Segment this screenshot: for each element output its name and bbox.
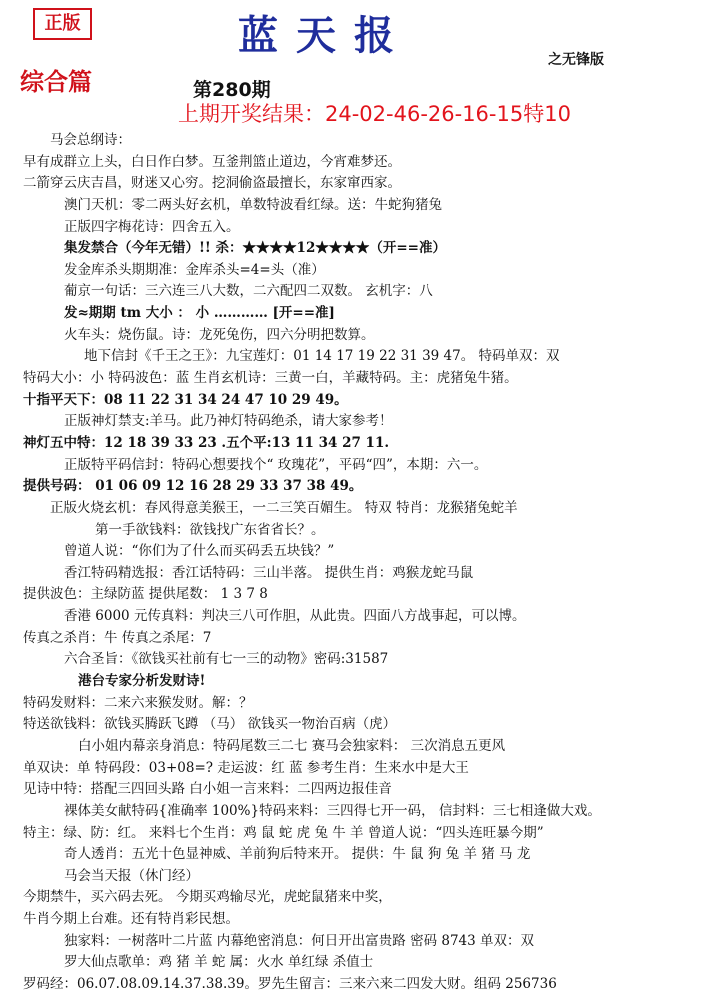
text-line: 曾道人说：“你们为了什么而买码丢五块钱？” (64, 543, 335, 559)
text-line: 葡京一句话：三六连三八大数，二六配四二双数。 玄机字：八 (64, 283, 433, 299)
text-line: 六合圣旨：《欲钱买社前有七一三的动物》密码:31587 (64, 651, 389, 667)
text-line: 独家料：一树落叶二片蓝 内幕绝密消息：何日开出富贵路 密码 8743 单双：双 (64, 933, 535, 949)
text-line: 发≈期期 tm 大小 ： 小 ………… [开==准] (64, 305, 335, 321)
text-line: 罗大仙点歌单：鸡 猪 羊 蛇 属：火水 单红绿 杀值士 (64, 954, 374, 970)
text-line: 马会当天报（休门经） (64, 868, 199, 884)
text-line: 正版特平码信封：特码心想要找个“ 玫瑰花”，平码“四”，本期：六一。 (64, 457, 488, 473)
text-line: 港台专家分析发财诗! (78, 673, 206, 689)
text-line: 集发禁合（今年无错）!! 杀：★★★★12★★★★（开==准） (64, 240, 446, 256)
text-line: 裸体美女献特码{准确率 100%}特码来料：三四得七开一码， 信封料：三七相逢做大戏。 (64, 803, 601, 819)
text-line: 马会总纲诗： (50, 132, 131, 148)
text-line: 第一手欲钱料：欲钱找广东省省长？。 (95, 522, 325, 538)
text-line: 正版神灯禁支:羊马。此乃神灯特码绝杀，请大家参考！ (64, 413, 393, 429)
text-line: 罗码经：06.07.08.09.14.37.38.39。罗先生留言：三来六来二四发大财。组码 256736 (23, 976, 557, 992)
text-line: 单双诀：单 特码段：03+08=? 走运波：红 蓝 参考生肖：生来水中是大王 (23, 760, 469, 776)
text-line: 澳门天机：零二两头好玄机，单数特波看红绿。送：牛蛇狗猪兔 (64, 197, 442, 213)
text-line: 二箭穿云庆吉昌，财迷又心穷。挖洞偷盗最擅长，东家窜西家。 (23, 175, 401, 191)
text-line: 特码大小：小 特码波色：蓝 生肖玄机诗：三黄一白，羊藏特码。主：虎猪兔牛猪。 (23, 370, 518, 386)
text-line: 早有成群立上头，白日作白梦。互釜荆篮止道边，今宵难梦还。 (23, 154, 401, 170)
issue-number: 第280期 (193, 79, 271, 101)
text-line: 火车头：烧伤鼠。诗：龙死兔伤，四六分明把数算。 (64, 327, 375, 343)
text-line: 牛肖今期上台难。还有特肖彩民想。 (23, 911, 239, 927)
text-line: 地下信封《千王之王》：九宝莲灯：01 14 17 19 22 31 39 47。 特码单双：双 (84, 348, 560, 364)
genuine-stamp: 正版 (33, 8, 92, 40)
text-line: 特送欲钱料：欲钱买腾跃飞蹲 （马） 欲钱买一物治百病（虎） (23, 716, 397, 732)
text-line: 神灯五中特：12 18 39 33 23 .五个平:13 11 34 27 11. (23, 435, 390, 451)
text-line: 香港 6000 元传真料：判决三八可作胆，从此贵。四面八方战事起，可以博。 (64, 608, 526, 624)
text-line: 正版火烧玄机：春风得意美猴王，一二三笑百媚生。 特双 特肖：龙猴猪兔蛇羊 (50, 500, 518, 516)
newspaper-title: 蓝天报 (238, 12, 412, 59)
text-line: 特主：绿、防：红。 来料七个生肖：鸡 鼠 蛇 虎 兔 牛 羊 曾道人说：“四头连旺暴今期” (23, 825, 544, 841)
text-line: 提供波色：主绿防蓝 提供尾数： 1 3 7 8 (23, 586, 268, 602)
text-line: 白小姐内幕亲身消息：特码尾数三二七 赛马会独家料： 三次消息五更风 (78, 738, 506, 754)
text-line: 香江特码精选报：香江话特码：三山半落。 提供生肖：鸡猴龙蛇马鼠 (64, 565, 474, 581)
text-line: 今期禁牛，买六码去死。 今期买鸡输尽光，虎蛇鼠猪来中奖， (23, 889, 392, 905)
text-line: 奇人透肖：五光十色显神威、羊前狗后特来开。 提供：牛 鼠 狗 兔 羊 猪 马 龙 (64, 846, 531, 862)
last-draw-result: 上期开奖结果：24-02-46-26-16-15特10 (178, 102, 571, 126)
text-line: 十指平天下：08 11 22 31 34 24 47 10 29 49。 (23, 392, 348, 408)
text-line: 正版四字梅花诗：四舍五入。 (64, 219, 240, 235)
text-line: 特码发财料：二来六来猴发财。解：？ (23, 695, 253, 711)
text-line: 提供号码： 01 06 09 12 16 28 29 33 37 38 49。 (23, 478, 363, 494)
section-title: 综合篇 (20, 68, 92, 96)
text-line: 传真之杀肖：牛 传真之杀尾：7 (23, 630, 212, 646)
text-line: 见诗中特：搭配三四回头路 白小姐一言来料：二四两边报佳音 (23, 781, 392, 797)
text-line: 发金库杀头期期准：金库杀头=4=头（准） (64, 262, 325, 278)
edition-label: 之无锋版 (548, 52, 604, 68)
